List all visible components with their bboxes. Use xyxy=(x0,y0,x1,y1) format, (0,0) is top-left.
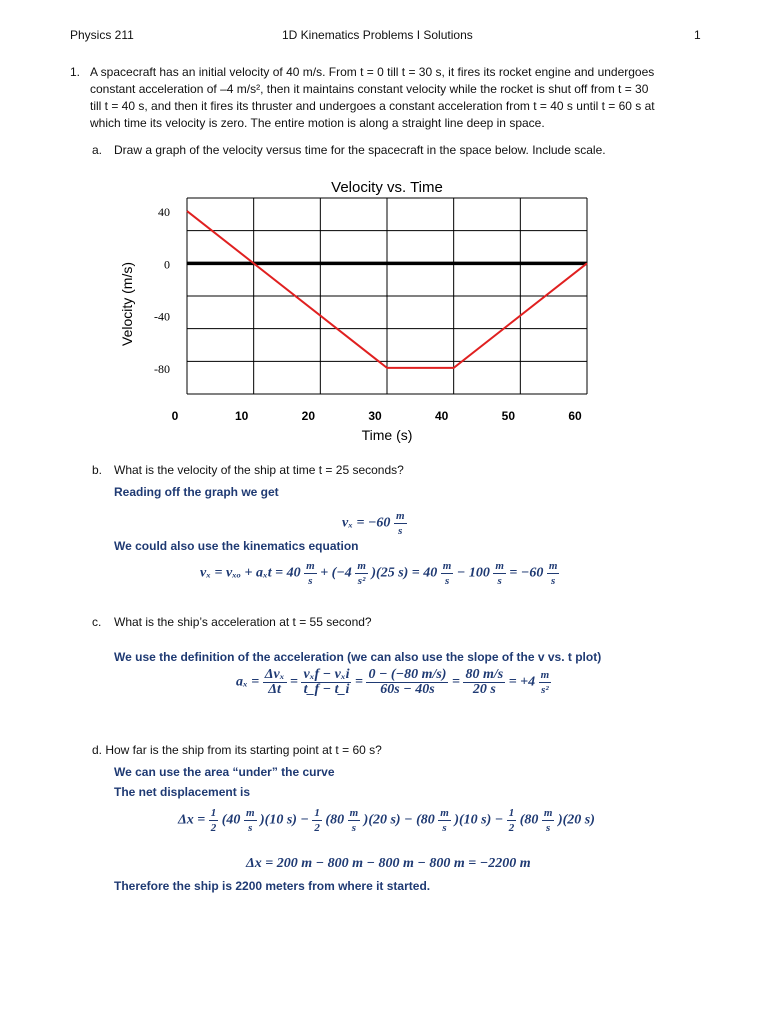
eq-text: aₓ = xyxy=(236,674,260,690)
eq-text: )(20 s) xyxy=(557,812,595,828)
frac-den: s xyxy=(551,575,556,587)
frac-den: Δt xyxy=(268,682,281,697)
frac-num: m xyxy=(357,560,366,572)
frac-num: 0 − (−80 m/s) xyxy=(368,667,447,682)
fraction xyxy=(542,806,555,835)
fraction xyxy=(312,806,322,835)
velocity-time-chart xyxy=(100,172,620,452)
frac-num: m xyxy=(349,807,359,819)
header-course: Physics 211 xyxy=(70,28,134,42)
fraction xyxy=(301,668,351,697)
frac-num: 80 m/s xyxy=(465,667,504,682)
fraction xyxy=(438,806,451,835)
fraction xyxy=(493,559,506,588)
problem-line: which time its velocity is zero. The entire motion is along a straight line deep in space. xyxy=(90,116,545,130)
part-b-label: b. xyxy=(92,463,103,477)
y-tick-label: -40 xyxy=(154,309,170,324)
fraction xyxy=(539,668,552,697)
x-tick-label: 40 xyxy=(434,409,449,423)
chart-y-label: Velocity (m/s) xyxy=(119,261,135,347)
frac-num: m xyxy=(442,560,452,572)
eq-text: vₓ = −60 xyxy=(342,515,391,531)
part-a-text: Draw a graph of the velocity versus time for the spacecraft in the space below. Include scale. xyxy=(114,143,606,157)
part-d-equation-2: Δx = 200 m − 800 m − 800 m − 800 m = −2200 m xyxy=(246,856,531,871)
eq-text: + (−4 xyxy=(320,565,352,581)
part-c-equation: aₓ = $\frac{\text{Δvₓ}}{\Delta t}$ = $\frac{\text{vₓf − vₓi}}{t\_f - t\_i}$ = $\frac{0 - (-80 m/s)}{60s - 40s}$ = $\frac{80 m/s}{20 s}$ = +4 $\frac{m}{\text{s²}}$ xyxy=(236,667,550,697)
x-tick-label: 60 xyxy=(568,409,582,423)
fraction xyxy=(547,559,560,588)
frac-num: m xyxy=(306,560,315,572)
chart-x-label: Time (s) xyxy=(361,427,413,443)
frac-den: 20 s xyxy=(472,682,496,697)
header-title: 1D Kinematics Problems I Solutions xyxy=(282,28,473,42)
y-tick-label: 40 xyxy=(158,205,170,220)
chart-y-ticks xyxy=(154,205,170,376)
frac-den: s xyxy=(442,822,447,834)
part-d-answer-1: We can use the area “under” the curve xyxy=(114,765,335,779)
fraction xyxy=(366,668,448,697)
fraction xyxy=(355,559,368,588)
part-c-question: What is the ship’s acceleration at t = 55 second? xyxy=(114,615,372,629)
fraction xyxy=(348,806,361,835)
frac-den: 2 xyxy=(210,822,217,834)
eq-text: vₓ = vₓₒ + aₓt = 40 xyxy=(200,565,301,581)
frac-num: m xyxy=(395,510,405,522)
part-d-question: d. How far is the ship from its starting point at t = 60 s? xyxy=(92,743,382,757)
eq-text: )(10 s) − xyxy=(260,812,309,828)
part-b-equation-1 xyxy=(342,509,407,538)
frac-num: m xyxy=(495,560,504,572)
frac-den: s xyxy=(546,822,551,834)
frac-num: m xyxy=(548,560,558,572)
problem-statement xyxy=(90,64,730,132)
frac-den: s xyxy=(308,575,313,587)
y-tick-label: 0 xyxy=(164,257,170,272)
frac-num: m xyxy=(543,807,553,819)
fraction xyxy=(263,668,287,697)
problem-number: 1. xyxy=(70,65,81,79)
frac-den: s xyxy=(248,822,253,834)
frac-den: s² xyxy=(541,684,549,696)
part-c-answer: We use the definition of the acceleration (we can also use the slope of the v vs. t plot) xyxy=(114,650,602,664)
x-tick-label: 10 xyxy=(234,409,249,423)
frac-den: s² xyxy=(357,575,366,587)
frac-den: s xyxy=(351,822,357,834)
frac-num: vₓf − vₓi xyxy=(303,667,350,682)
part-b-answer-2: We could also use the kinematics equation xyxy=(114,539,359,553)
x-tick-label: 50 xyxy=(501,409,516,423)
part-c-label: c. xyxy=(92,615,102,629)
eq-text: )(25 s) = 40 xyxy=(371,565,438,581)
eq-text: Δx = xyxy=(178,812,206,828)
chart-grid xyxy=(187,198,587,394)
eq-text: )(20 s) − (80 xyxy=(363,812,435,828)
frac-num: 1 xyxy=(508,807,515,819)
part-a-label: a. xyxy=(92,143,103,157)
frac-den: 2 xyxy=(508,822,515,834)
frac-den: 2 xyxy=(314,822,320,834)
part-d-answer-2: The net displacement is xyxy=(114,785,251,799)
eq-text: − 100 xyxy=(456,565,490,581)
chart-x-ticks xyxy=(172,409,582,423)
fraction xyxy=(441,559,454,588)
problem-line: constant acceleration of –4 m/s², then it maintains constant velocity while the rocket is shut off from t = 30 xyxy=(90,82,649,96)
y-tick-label: -80 xyxy=(154,361,170,376)
frac-den: s xyxy=(497,575,502,587)
eq-text: (40 xyxy=(221,812,241,828)
frac-num: 1 xyxy=(210,807,217,819)
fraction xyxy=(507,806,517,835)
part-b-answer-1: Reading off the graph we get xyxy=(114,485,279,499)
frac-den: t_f − t_i xyxy=(303,682,350,697)
eq-text: = −60 xyxy=(509,565,544,581)
eq-text: = +4 xyxy=(508,674,536,690)
chart-title: Velocity vs. Time xyxy=(331,179,443,196)
part-d-equation-1 xyxy=(178,806,595,835)
fraction xyxy=(463,668,505,697)
problem-line: till t = 40 s, and then it fires its thruster and undergoes a constant acceleration from t = 40 s until t = 60 s at xyxy=(90,99,655,113)
frac-den: s xyxy=(398,525,403,537)
eq-text: (80 xyxy=(325,812,345,828)
eq-text: )(10 s) − xyxy=(454,812,504,828)
x-tick-label: 30 xyxy=(368,409,382,423)
fraction xyxy=(209,806,219,835)
problem-line: A spacecraft has an initial velocity of 40 m/s. From t = 0 till t = 30 s, it fires its rocket engine and undergoes xyxy=(90,65,655,79)
frac-den: 60s − 40s xyxy=(380,682,435,697)
part-b-equation-2 xyxy=(200,559,559,588)
fraction xyxy=(244,806,257,835)
x-tick-label: 0 xyxy=(171,409,179,423)
header-page-number: 1 xyxy=(694,28,701,42)
part-b-question: What is the velocity of the ship at time t = 25 seconds? xyxy=(114,463,404,477)
frac-den: s xyxy=(444,575,450,587)
fraction xyxy=(394,509,407,538)
x-tick-label: 20 xyxy=(301,409,316,423)
eq-text: (80 xyxy=(519,812,539,828)
frac-num: m xyxy=(440,807,449,819)
frac-num: m xyxy=(245,807,255,819)
frac-num: m xyxy=(540,669,550,681)
fraction xyxy=(304,559,317,588)
frac-num: Δvₓ xyxy=(264,667,285,682)
frac-num: 1 xyxy=(314,807,320,819)
part-d-conclusion: Therefore the ship is 2200 meters from where it started. xyxy=(114,879,431,893)
